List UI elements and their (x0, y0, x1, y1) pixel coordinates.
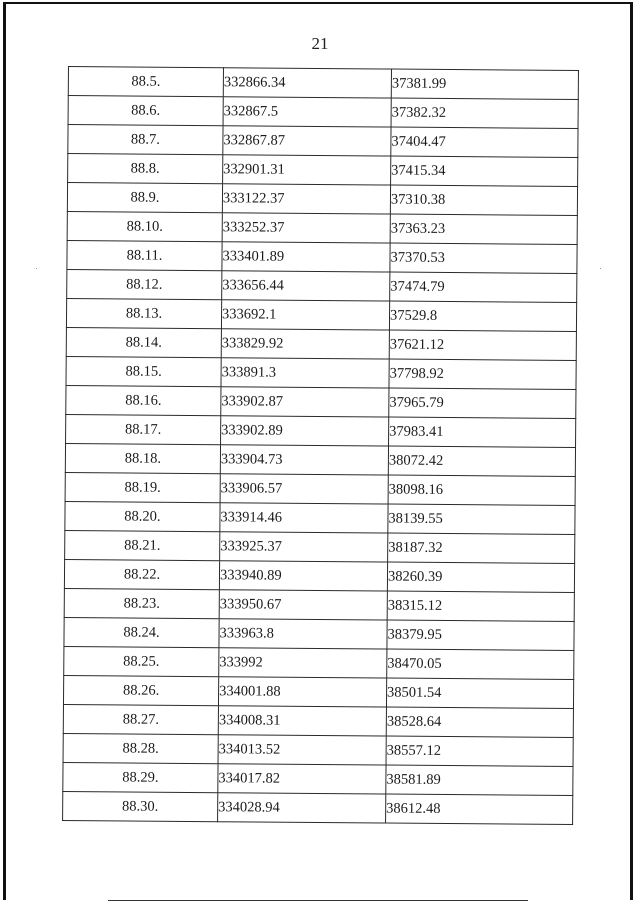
table-row (66, 356, 576, 389)
point-number-cell: 88.19. (65, 472, 220, 502)
x-coordinate-cell: 333950.67 (219, 590, 387, 620)
y-coordinate-cell: 37381.99 (391, 69, 578, 99)
table-row (64, 617, 574, 650)
point-number-cell: 88.6. (68, 96, 223, 126)
y-coordinate-cell: 38379.95 (387, 620, 574, 650)
table-row (67, 269, 577, 302)
x-coordinate-cell: 333891.3 (221, 358, 389, 388)
x-coordinate-cell: 332901.31 (223, 155, 391, 185)
point-number-cell: 88.24. (64, 617, 219, 647)
table-row (68, 154, 578, 187)
y-coordinate-cell: 37529.8 (389, 301, 576, 331)
y-coordinate-cell: 37474.79 (390, 272, 577, 302)
table-row (63, 762, 573, 795)
x-coordinate-cell: 333122.37 (222, 184, 390, 214)
y-coordinate-cell: 37310.38 (390, 185, 577, 215)
table-row (63, 675, 573, 708)
table-row (63, 704, 573, 737)
point-number-cell: 88.14. (66, 327, 221, 357)
x-coordinate-cell: 332867.5 (223, 97, 391, 127)
table-row (63, 791, 573, 824)
y-coordinate-cell: 38528.64 (386, 707, 573, 737)
x-coordinate-cell: 333902.89 (221, 416, 389, 446)
y-coordinate-cell: 38501.54 (386, 678, 573, 708)
coordinates-table-body (63, 67, 579, 825)
x-coordinate-cell: 333906.57 (220, 474, 388, 504)
x-coordinate-cell: 333252.37 (222, 213, 390, 243)
x-coordinate-cell: 333829.92 (221, 329, 389, 359)
table-row (67, 240, 577, 273)
point-number-cell: 88.5. (68, 67, 223, 97)
x-coordinate-cell: 333904.73 (220, 445, 388, 475)
y-coordinate-cell: 37621.12 (389, 330, 576, 360)
point-number-cell: 88.22. (64, 559, 219, 589)
x-coordinate-cell: 333692.1 (221, 300, 389, 330)
y-coordinate-cell: 38139.55 (388, 504, 575, 534)
point-number-cell: 88.25. (64, 646, 219, 676)
scan-speck (36, 268, 37, 269)
table-row (66, 298, 576, 331)
table-row (66, 385, 576, 418)
y-coordinate-cell: 37382.32 (391, 98, 578, 128)
table-row (65, 472, 575, 505)
point-number-cell: 88.23. (64, 588, 219, 618)
x-coordinate-cell: 334028.94 (218, 793, 386, 823)
y-coordinate-cell: 38470.05 (387, 649, 574, 679)
point-number-cell: 88.28. (63, 733, 218, 763)
point-number-cell: 88.9. (67, 183, 222, 213)
point-number-cell: 88.12. (67, 269, 222, 299)
point-number-cell: 88.11. (67, 240, 222, 270)
table-row (65, 530, 575, 563)
point-number-cell: 88.15. (66, 356, 221, 386)
point-number-cell: 88.30. (63, 791, 218, 821)
y-coordinate-cell: 37798.92 (389, 359, 576, 389)
point-number-cell: 88.17. (66, 414, 221, 444)
x-coordinate-cell: 334013.52 (218, 735, 386, 765)
bottom-rule (108, 900, 528, 901)
y-coordinate-cell: 38187.32 (388, 533, 575, 563)
x-coordinate-cell: 333401.89 (222, 242, 390, 272)
point-number-cell: 88.26. (63, 675, 218, 705)
point-number-cell: 88.27. (63, 704, 218, 734)
point-number-cell: 88.21. (65, 530, 220, 560)
y-coordinate-cell: 38098.16 (388, 475, 575, 505)
y-coordinate-cell: 37404.47 (391, 127, 578, 157)
y-coordinate-cell: 37363.23 (390, 214, 577, 244)
y-coordinate-cell: 38072.42 (388, 446, 575, 476)
table-row (65, 501, 575, 534)
table-row (68, 67, 578, 100)
x-coordinate-cell: 332866.34 (223, 68, 391, 98)
point-number-cell: 88.13. (66, 298, 221, 328)
table-row (63, 733, 573, 766)
point-number-cell: 88.7. (68, 125, 223, 155)
point-number-cell: 88.10. (67, 211, 222, 241)
x-coordinate-cell: 333914.46 (220, 503, 388, 533)
table-row (64, 646, 574, 679)
y-coordinate-cell: 37370.53 (390, 243, 577, 273)
table-row (64, 559, 574, 592)
y-coordinate-cell: 38612.48 (386, 794, 573, 824)
table-row (67, 183, 577, 216)
y-coordinate-cell: 38260.39 (387, 562, 574, 592)
table-row (66, 327, 576, 360)
x-coordinate-cell: 332867.87 (223, 126, 391, 156)
point-number-cell: 88.20. (65, 501, 220, 531)
scan-speck (600, 268, 601, 269)
table-row (68, 96, 578, 129)
point-number-cell: 88.16. (66, 385, 221, 415)
x-coordinate-cell: 334017.82 (218, 764, 386, 794)
x-coordinate-cell: 333963.8 (219, 619, 387, 649)
point-number-cell: 88.29. (63, 762, 218, 792)
x-coordinate-cell: 334001.88 (218, 677, 386, 707)
table-row (66, 414, 576, 447)
page-number: 21 (311, 34, 329, 53)
x-coordinate-cell: 333902.87 (221, 387, 389, 417)
point-number-cell: 88.8. (68, 154, 223, 184)
y-coordinate-cell: 38581.89 (386, 765, 573, 795)
table-row (67, 211, 577, 244)
table-row (65, 443, 575, 476)
x-coordinate-cell: 334008.31 (218, 706, 386, 736)
y-coordinate-cell: 38557.12 (386, 736, 573, 766)
y-coordinate-cell: 37415.34 (391, 156, 578, 186)
y-coordinate-cell: 37965.79 (389, 388, 576, 418)
x-coordinate-cell: 333656.44 (222, 271, 390, 301)
table-row (64, 588, 574, 621)
y-coordinate-cell: 37983.41 (389, 417, 576, 447)
x-coordinate-cell: 333925.37 (220, 532, 388, 562)
x-coordinate-cell: 333992 (219, 648, 387, 678)
point-number-cell: 88.18. (65, 443, 220, 473)
y-coordinate-cell: 38315.12 (387, 591, 574, 621)
table-row (68, 125, 578, 158)
x-coordinate-cell: 333940.89 (219, 561, 387, 591)
coordinates-table (62, 66, 579, 825)
coordinates-table-container (62, 66, 578, 825)
